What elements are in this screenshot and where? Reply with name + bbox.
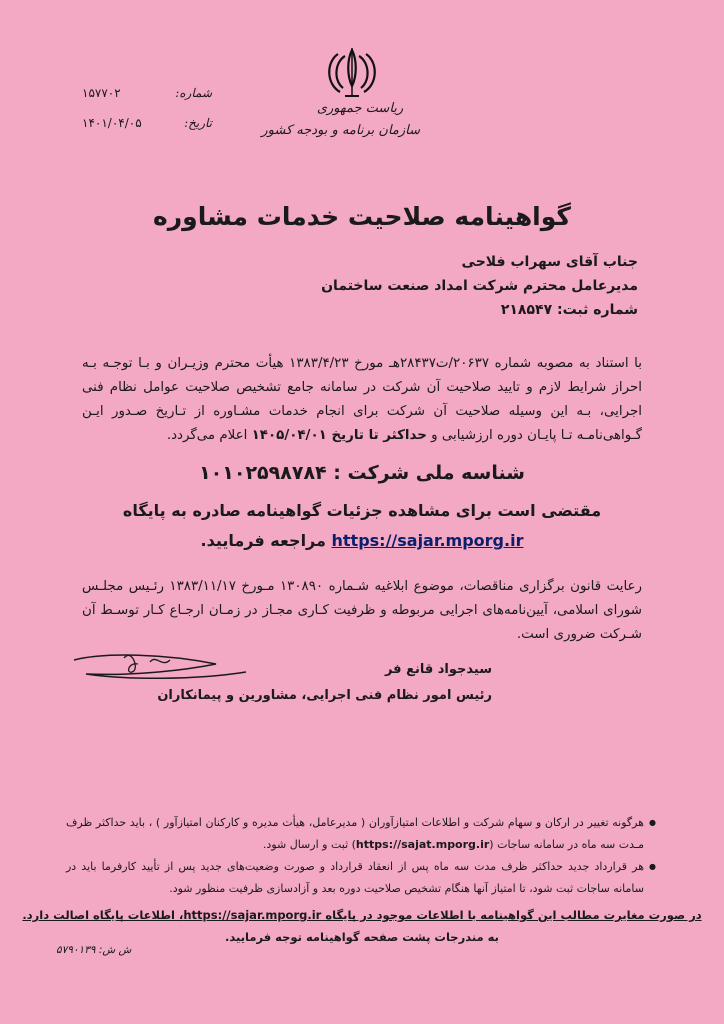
recipient-block bbox=[321, 250, 638, 322]
note-item bbox=[66, 856, 656, 900]
serial-code: ش ش: ۵۷۹۰۱۳۹ bbox=[56, 944, 132, 956]
organization-name bbox=[261, 98, 420, 142]
letter-meta bbox=[82, 78, 212, 138]
national-id-note-line1: مقتضی است برای مشاهده جزئیات گواهینامه صادره به پایگاه bbox=[122, 501, 602, 520]
date-value: ۱۴۰۱/۰۴/۰۵ bbox=[82, 116, 142, 130]
number-value: ۱۵۷۷۰۲ bbox=[82, 86, 121, 100]
sajat-link[interactable]: https://sajat.mporg.ir bbox=[355, 838, 490, 851]
org-line-planning: سازمان برنامه و بودجه کشور bbox=[261, 123, 420, 138]
signer-name: سیدجواد قانع فر bbox=[384, 662, 492, 677]
number-label: شماره: bbox=[175, 86, 212, 100]
notes-list bbox=[66, 812, 656, 900]
national-id-value: ۱۰۱۰۲۵۹۸۷۸۴ bbox=[199, 462, 327, 484]
body-paragraph bbox=[82, 352, 642, 448]
body-text: با استناد به مصوبه شماره ۲۰۶۳۷/ت۲۸۴۳۷هـ مورخ ۱۳۸۳/۴/۲۳ هیأت محترم وزیـران و بـا توجـه بـه احراز شرایط لازم و تایید صلاحیت آن شرکت در سامانه جامع تشخیص صلاحیت عوامل نظام فنی اجرایی، بـه این وسیله صلاحیت آن شرکت برای انجام خدمات مشـاوره از تـاریخ صـدور ایـن گـواهی‌نامـه تـا پایـان دوره ارزشیابی و bbox=[82, 356, 642, 443]
registration-row bbox=[321, 298, 638, 322]
date-row bbox=[82, 108, 212, 138]
recipient-position: مدیرعامل محترم شرکت امداد صنعت ساختمان bbox=[321, 278, 638, 294]
warning-line: در صورت مغایرت مطالب این گواهینامه با اطلاعات موجود در پایگاه https://sajar.mporg.ir، اطلاعات پایگاه اصالت دارد. bbox=[22, 908, 702, 922]
signer-title: رئیس امور نظام فنی اجرایی، مشاورین و پیمانکاران bbox=[157, 688, 492, 703]
page-title: گواهینامه صلاحیت خدمات مشاوره bbox=[153, 202, 571, 231]
national-id-label: شناسه ملی شرکت : bbox=[333, 462, 525, 484]
national-id-note bbox=[0, 496, 724, 556]
note-item bbox=[66, 812, 656, 856]
note-text: هرگونه تغییر در ارکان و سهام شرکت و اطلاعات امتیازآوران ( مدیرعامل، هیأت مدیره و کارکنان امتیازآور ) ، باید حداکثر ظرف مـدت سه ماه در سامانه ساجات ( bbox=[66, 816, 644, 851]
org-line-presidency: ریاست جمهوری bbox=[316, 101, 404, 116]
body-end: اعلام می‌گردد. bbox=[166, 428, 248, 443]
sajar-link[interactable]: https://sajar.mporg.ir bbox=[331, 531, 524, 550]
note-text: هر قرارداد جدید حداکثر ظرف مدت سه ماه پس از انعقاد قرارداد و صورت وضعیت‌های جدید پس از تأیید کارفرما باید در سامانه ساجات ثبت شود، تا امتیاز آنها هنگام تشخیص صلاحیت دوره بعد و آزادسازی ظرفیت منظور شود. bbox=[66, 860, 644, 895]
body-deadline: حداکثر تا تاریخ ۱۴۰۵/۰۴/۰۱ bbox=[251, 428, 427, 443]
recipient-name: جناب آقای سهراب فلاحی bbox=[461, 254, 638, 270]
note-text-end: ) ثبت و ارسال شود. bbox=[262, 838, 356, 851]
warning-block bbox=[0, 904, 724, 948]
registration-value: ۲۱۸۵۴۷ bbox=[500, 302, 553, 318]
registration-label: شماره ثبت: bbox=[557, 302, 638, 318]
law-paragraph: رعایت قانون برگزاری مناقصات، موضوع ابلاغیه شـماره ۱۳۰۸۹۰ مـورخ ۱۳۸۳/۱۱/۱۷ رئـیس مجلـس شورای اسلامی، آیین‌نامه‌های اجرایی مربوطه و ظرفیت کـاری مجـاز در زمـان ارجـاع کـار توسـط آن شـرکت ضروری است. bbox=[82, 579, 642, 642]
iran-emblem-icon bbox=[323, 46, 381, 100]
date-label: تاریخ: bbox=[184, 116, 212, 130]
signer-block bbox=[157, 657, 492, 709]
number-row bbox=[82, 78, 212, 108]
national-id-note-end: مراجعه فرمایید. bbox=[200, 531, 326, 550]
national-id-note-line2 bbox=[0, 526, 724, 556]
national-id-row bbox=[0, 462, 724, 484]
back-page-note: به مندرجات پشت صفحه گواهینامه توجه فرمایید. bbox=[225, 930, 499, 944]
